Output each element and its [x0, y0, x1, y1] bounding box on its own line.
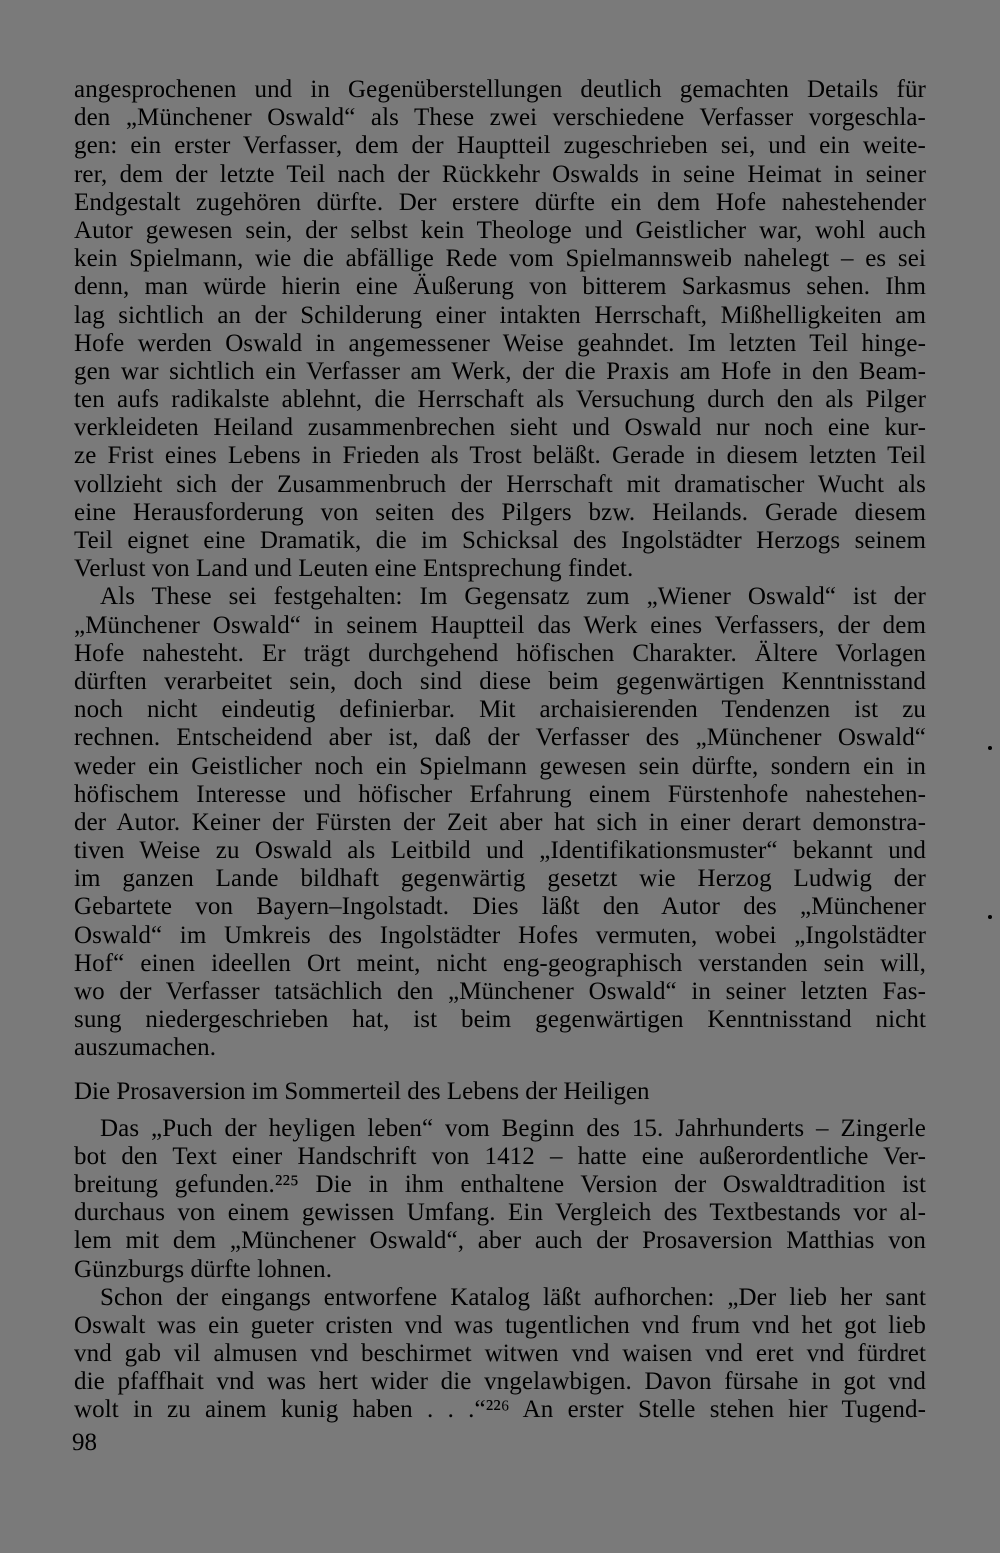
- text-line: Verlust von Land und Leuten eine Entsprechung findet.: [74, 555, 634, 583]
- text-line: den „Münchener Oswald“ als These zwei verschiedene Verfasser vorgeschla-: [74, 104, 926, 132]
- text-line: höfischem Interesse und höfischer Erfahrung einem Fürstenhofe nahestehen-: [74, 780, 926, 808]
- text-line: tiven Weise zu Oswald als Leitbild und „Identifikationsmuster“ bekannt und: [74, 837, 926, 865]
- text-line: lag sichtlich an der Schilderung einer intakten Herrschaft, Mißhelligkeiten am: [74, 301, 926, 329]
- text-line: ze Frist eines Lebens in Frieden als Trost beläßt. Gerade in diesem letzten Teil: [74, 442, 926, 470]
- margin-dot-mark: [988, 915, 992, 919]
- text-line: lem mit dem „Münchener Oswald“, aber auch der Prosaversion Matthias von: [74, 1227, 926, 1255]
- text-line: angesprochenen und in Gegenüberstellungen deutlich gemachten Details für: [74, 76, 926, 103]
- text-line: sung niedergeschrieben hat, ist beim gegenwärtigen Kenntnisstand nicht: [74, 1006, 926, 1034]
- text-line: rechnen. Entscheidend aber ist, daß der Verfasser des „Münchener Oswald“: [74, 724, 926, 752]
- text-line: Oswalt was ein gueter cristen vnd was tugentlichen vnd frum vnd het got lieb: [74, 1311, 926, 1339]
- text-line: der Autor. Keiner der Fürsten der Zeit aber hat sich in einer derart demonstra-: [74, 808, 926, 836]
- text-line: bot den Text einer Handschrift von 1412 – hatte eine außerordentliche Ver-: [74, 1142, 926, 1170]
- text-line: wolt in zu ainem kunig haben . . .“²²⁶ An erster Stelle stehen hier Tugend-: [74, 1396, 926, 1424]
- text-line: weder ein Geistlicher noch ein Spielmann gewesen sein dürfte, sondern ein in: [74, 752, 926, 780]
- page-body: [74, 76, 926, 1425]
- text-line: Oswald“ im Umkreis des Ingolstädter Hofes vermuten, wobei „Ingolstädter: [74, 921, 926, 949]
- text-line: rer, dem der letzte Teil nach der Rückkehr Oswalds in seine Heimat in seiner: [74, 160, 926, 188]
- text-line: breitung gefunden.²²⁵ Die in ihm enthaltene Version der Oswaldtradition ist: [74, 1170, 926, 1198]
- text-line: „Münchener Oswald“ in seinem Hauptteil das Werk eines Verfassers, der dem: [74, 611, 926, 639]
- text-line: denn, man würde hierin eine Äußerung von bitterem Sarkasmus sehen. Ihm: [74, 273, 926, 301]
- section-heading: Die Prosaversion im Sommerteil des Lebens der Heiligen: [74, 1077, 650, 1105]
- page-number: 98: [72, 1429, 97, 1456]
- text-line: Als These sei festgehalten: Im Gegensatz zum „Wiener Oswald“ ist der: [100, 583, 926, 611]
- text-line: dürften verarbeitet sein, doch sind diese beim gegenwärtigen Kenntnisstand: [74, 667, 926, 695]
- text-line: Günzburgs dürfte lohnen.: [74, 1255, 333, 1283]
- text-line: kein Spielmann, wie die abfällige Rede vom Spielmannsweib nahelegt – es sei: [74, 245, 926, 273]
- text-line: eine Herausforderung von seiten des Pilgers bzw. Heilands. Gerade diesem: [74, 498, 926, 526]
- text-line: noch nicht eindeutig definierbar. Mit archaisierenden Tendenzen ist zu: [74, 696, 926, 724]
- paragraph-2: [74, 583, 926, 1062]
- text-line: vollzieht sich der Zusammenbruch der Herrschaft mit dramatischer Wucht als: [74, 470, 926, 498]
- text-line: vnd gab vil almusen vnd beschirmet witwen vnd waisen vnd eret vnd fürdret: [74, 1340, 926, 1368]
- text-line: auszumachen.: [74, 1034, 217, 1062]
- text-line: gen war sichtlich ein Verfasser am Werk, der die Praxis am Hofe in den Beam-: [74, 357, 926, 385]
- text-line: Hof“ einen ideellen Ort meint, nicht eng-geographisch verstanden sein will,: [74, 949, 926, 977]
- text-line: gen: ein erster Verfasser, dem der Hauptteil zugeschrieben sei, und ein weite-: [74, 132, 926, 160]
- text-line: Schon der eingangs entworfene Katalog läßt aufhorchen: „Der lieb her sant: [100, 1283, 926, 1311]
- paragraph-1: [74, 76, 926, 583]
- text-line: Teil eignet eine Dramatik, die im Schicksal des Ingolstädter Herzogs seinem: [74, 527, 926, 554]
- paragraph-3: [74, 1115, 926, 1284]
- text-line: verkleideten Heiland zusammenbrechen sieht und Oswald nur noch eine kur-: [74, 414, 926, 442]
- text-line: die pfaffhait vnd was hert wider die vngelawbigen. Davon fürsahe in got vnd: [74, 1368, 926, 1396]
- text-line: wo der Verfasser tatsächlich den „Münchener Oswald“ in seiner letzten Fas-: [74, 978, 926, 1005]
- text-line: ten aufs radikalste ablehnt, die Herrschaft als Versuchung durch den als Pilger: [74, 386, 926, 414]
- text-line: im ganzen Lande bildhaft gegenwärtig gesetzt wie Herzog Ludwig der: [74, 865, 926, 893]
- text-line: Gebartete von Bayern–Ingolstadt. Dies läßt den Autor des „Münchener: [74, 893, 926, 921]
- text-line: Endgestalt zugehören dürfte. Der erstere dürfte ein dem Hofe nahestehender: [74, 188, 926, 216]
- text-line: Das „Puch der heyligen leben“ vom Beginn des 15. Jahrhunderts – Zingerle: [100, 1114, 926, 1142]
- paragraph-4: [74, 1284, 926, 1425]
- text-line: Hofe nahesteht. Er trägt durchgehend höfischen Charakter. Ältere Vorlagen: [74, 639, 926, 667]
- text-line: Autor gewesen sein, der selbst kein Theologe und Geistlicher war, wohl auch: [74, 216, 926, 244]
- text-line: durchaus von einem gewissen Umfang. Ein Vergleich des Textbestands vor al-: [74, 1199, 926, 1227]
- text-line: Hofe werden Oswald in angemessener Weise geahndet. Im letzten Teil hinge-: [74, 329, 926, 357]
- margin-dot-mark: [988, 746, 992, 750]
